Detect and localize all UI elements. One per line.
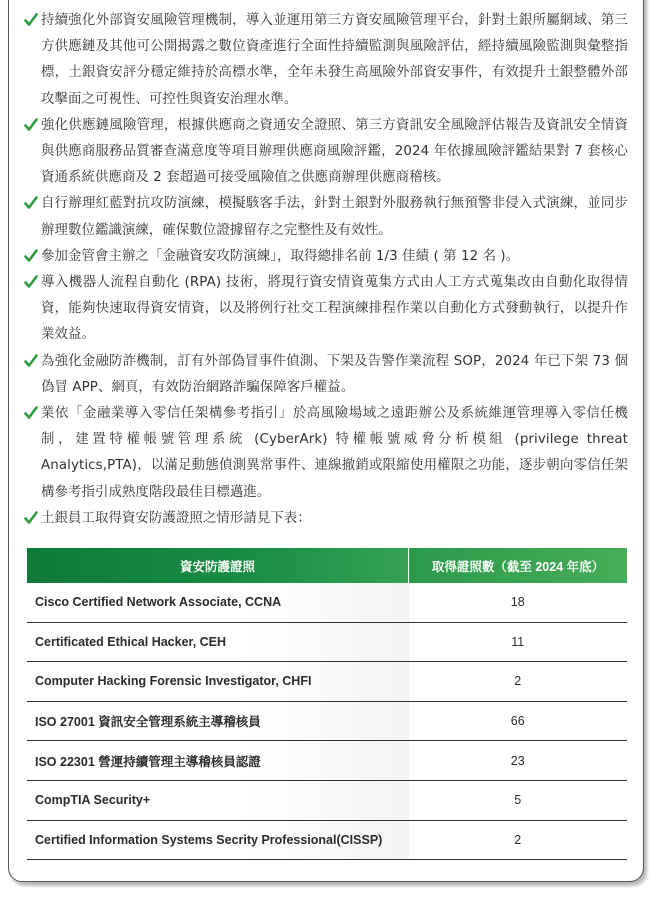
table-row xyxy=(27,583,627,622)
checkmark-icon xyxy=(24,113,40,135)
cert-name: ISO 27001 資訊安全管理系統主導稽核員 xyxy=(27,701,409,741)
cert-count: 66 xyxy=(409,701,628,741)
table-header-row xyxy=(27,548,627,583)
table-row xyxy=(27,820,627,860)
table-row xyxy=(27,662,627,702)
list-item-text: 業依「金融業導入零信任架構參考指引」於高風險場域之遠距辦公及系統維運管理導入零信任機制，建置特權帳號管理系統 (CyberArk) 特權帳號威脅分析模組 (privilege threat Analytics,PTA)，以滿足動態偵測異常事件、連線撤銷或限縮使用權限之功能，逐步朝向零信任架構參考指引成熟度階段最佳目標邁進。 xyxy=(41,406,628,500)
checkmark-icon xyxy=(24,8,40,30)
checkmark-icon xyxy=(24,191,40,213)
header-certification: 資安防護證照 xyxy=(27,548,409,583)
table-row xyxy=(27,780,627,820)
table-row xyxy=(27,701,627,741)
list-item xyxy=(24,8,628,113)
checkmark-icon xyxy=(24,270,40,292)
list-item-text: 導入機器人流程自動化 (RPA) 技術，將現行資安情資蒐集方式由人工方式蒐集改由自動化取得情資，能夠快速取得資安情資，以及將例行社交工程演練排程作業以自動化方式發動執行，以提升作業效益。 xyxy=(41,275,628,343)
cert-count: 11 xyxy=(409,622,628,662)
bullet-list xyxy=(24,8,628,532)
list-item xyxy=(24,506,628,532)
checkmark-icon xyxy=(24,349,40,371)
cert-name: CompTIA Security+ xyxy=(27,780,409,820)
cert-name: Computer Hacking Forensic Investigator, CHFI xyxy=(27,662,409,702)
table-row xyxy=(27,741,627,781)
checkmark-icon xyxy=(24,244,40,266)
cert-name: Certificated Ethical Hacker, CEH xyxy=(27,622,409,662)
list-item-text: 參加金管會主辦之「金融資安攻防演練」，取得總排名前 1/3 佳績 ( 第 12 名 )。 xyxy=(41,248,520,264)
cert-count: 2 xyxy=(409,820,628,860)
header-count: 取得證照數（截至 2024 年底） xyxy=(409,548,628,583)
list-item xyxy=(24,349,628,401)
list-item xyxy=(24,401,628,506)
list-item-text: 為強化金融防詐機制，訂有外部偽冒事件偵測、下架及告警作業流程 SOP，2024 年已下架 73 個偽冒 APP、網頁，有效防治網路詐騙保障客戶權益。 xyxy=(41,353,628,395)
list-item-text: 強化供應鏈風險管理，根據供應商之資通安全證照、第三方資訊安全風險評估報告及資訊安全情資與供應商服務品質審查滿意度等項目辦理供應商風險評鑑，2024 年依據風險評鑑結果對 7 套核心資通系統供應商及 2 套超過可接受風險值之供應商辦理供應商稽核。 xyxy=(41,117,628,186)
table-row xyxy=(27,622,627,662)
cert-count: 2 xyxy=(409,662,628,702)
cert-count: 5 xyxy=(409,780,628,820)
list-item xyxy=(24,244,628,270)
list-item xyxy=(24,191,628,243)
cert-name: ISO 22301 營運持續管理主導稽核員認證 xyxy=(27,741,409,781)
checkmark-icon xyxy=(24,401,40,423)
list-item-text: 土銀員工取得資安防護證照之情形請見下表： xyxy=(41,510,311,526)
list-item-text: 自行辦理紅藍對抗攻防演練，模擬駭客手法，針對土銀對外服務執行無預警非侵入式演練，並同步辦理數位鑑識演練，確保數位證據留存之完整性及有效性。 xyxy=(41,196,628,238)
cert-count: 18 xyxy=(409,583,628,622)
list-item xyxy=(24,113,628,192)
cert-name: Cisco Certified Network Associate, CCNA xyxy=(27,583,409,622)
list-item xyxy=(24,270,628,349)
checkmark-icon xyxy=(24,506,40,528)
cert-count: 23 xyxy=(409,741,628,781)
list-item-text: 持續強化外部資安風險管理機制，導入並運用第三方資安風險管理平台，針對土銀所屬網域、第三方供應鏈及其他可公開揭露之數位資產進行全面性持續監測與風險評估，經持續風險監測與彙整指標，土銀資安評分穩定維持於高標水準，全年未發生高風險外部資安事件，有效提升土銀整體外部攻擊面之可視性、可控性與資安治理水準。 xyxy=(41,13,628,107)
cert-name: Certified Information Systems Secrity Professional(CISSP) xyxy=(27,820,409,860)
certification-table xyxy=(27,548,627,860)
